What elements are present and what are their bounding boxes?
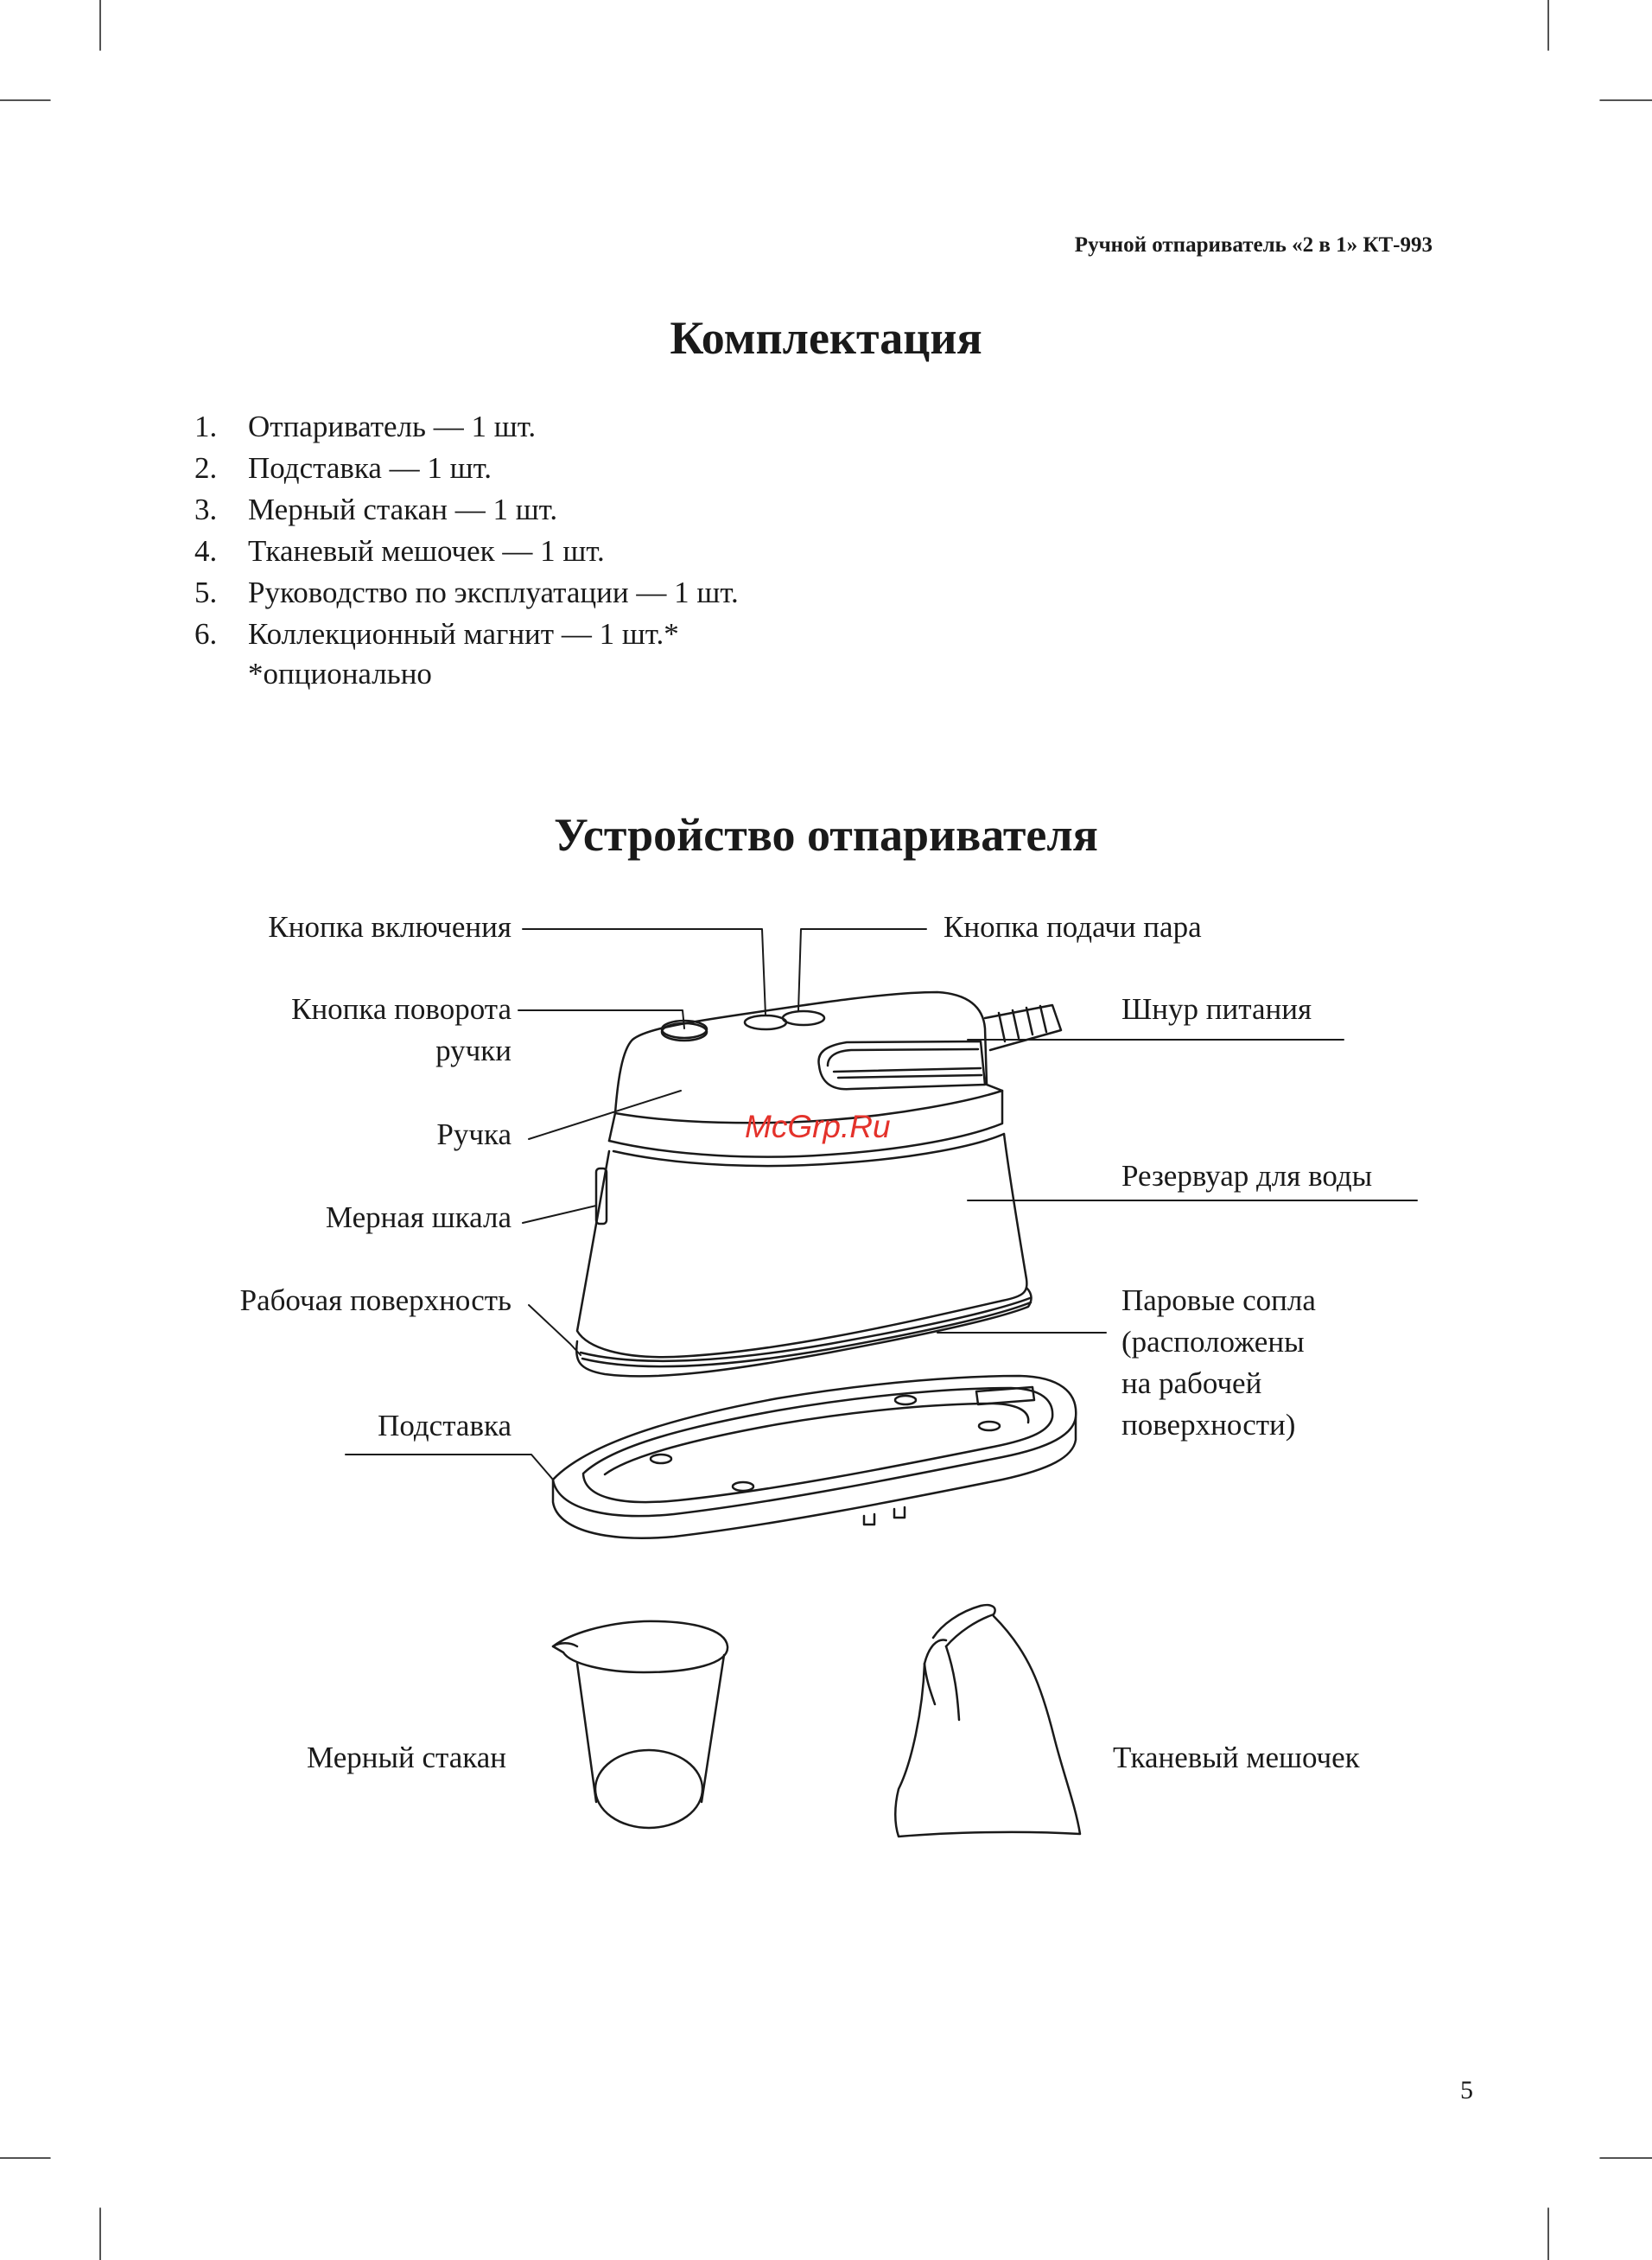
device-title: Устройство отпаривателя	[554, 809, 1098, 861]
label-water-tank: Резервуар для воды	[1121, 1159, 1373, 1193]
list-item: 5. Руководство по эксплуатации — 1 шт.	[194, 576, 739, 609]
list-item: 1. Отпариватель — 1 шт.	[194, 410, 537, 443]
label-handle: Ручка	[436, 1117, 511, 1151]
label-nozzles-line3: на рабочей	[1121, 1366, 1262, 1400]
stand-drawing	[553, 1376, 1076, 1538]
contents-list	[194, 406, 739, 655]
steamer-body	[576, 992, 1061, 1376]
label-bag: Тканевый мешочек	[1113, 1741, 1360, 1774]
label-nozzles-line2: (расположены	[1121, 1325, 1305, 1359]
label-work-surface: Рабочая поверхность	[239, 1283, 511, 1317]
label-steam-button: Кнопка подачи пара	[944, 910, 1202, 944]
list-item: 6. Коллекционный магнит — 1 шт.*	[194, 617, 679, 651]
label-cup: Мерный стакан	[307, 1741, 506, 1774]
label-rotate-button-line2: ручки	[435, 1034, 511, 1067]
page-number: 5	[1460, 2076, 1473, 2104]
label-nozzles-line4: поверхности)	[1121, 1408, 1296, 1442]
label-stand: Подставка	[378, 1409, 511, 1442]
document-header: Ручной отпариватель «2 в 1» КТ-993	[1074, 233, 1433, 257]
measuring-cup-drawing	[553, 1621, 728, 1828]
watermark: McGrp.Ru	[745, 1109, 891, 1144]
list-item: 2. Подставка — 1 шт.	[194, 451, 492, 485]
label-power-cord: Шнур питания	[1121, 992, 1312, 1026]
list-item: 3. Мерный стакан — 1 шт.	[194, 493, 558, 526]
label-power-button: Кнопка включения	[268, 910, 511, 944]
contents-title: Комплектация	[670, 312, 982, 364]
label-scale: Мерная шкала	[325, 1200, 511, 1234]
bag-drawing	[895, 1605, 1080, 1837]
optional-note: *опционально	[248, 657, 432, 691]
list-item: 4. Тканевый мешочек — 1 шт.	[194, 534, 605, 568]
label-nozzles: Паровые сопла	[1121, 1283, 1316, 1317]
label-rotate-button: Кнопка поворота	[291, 992, 511, 1026]
